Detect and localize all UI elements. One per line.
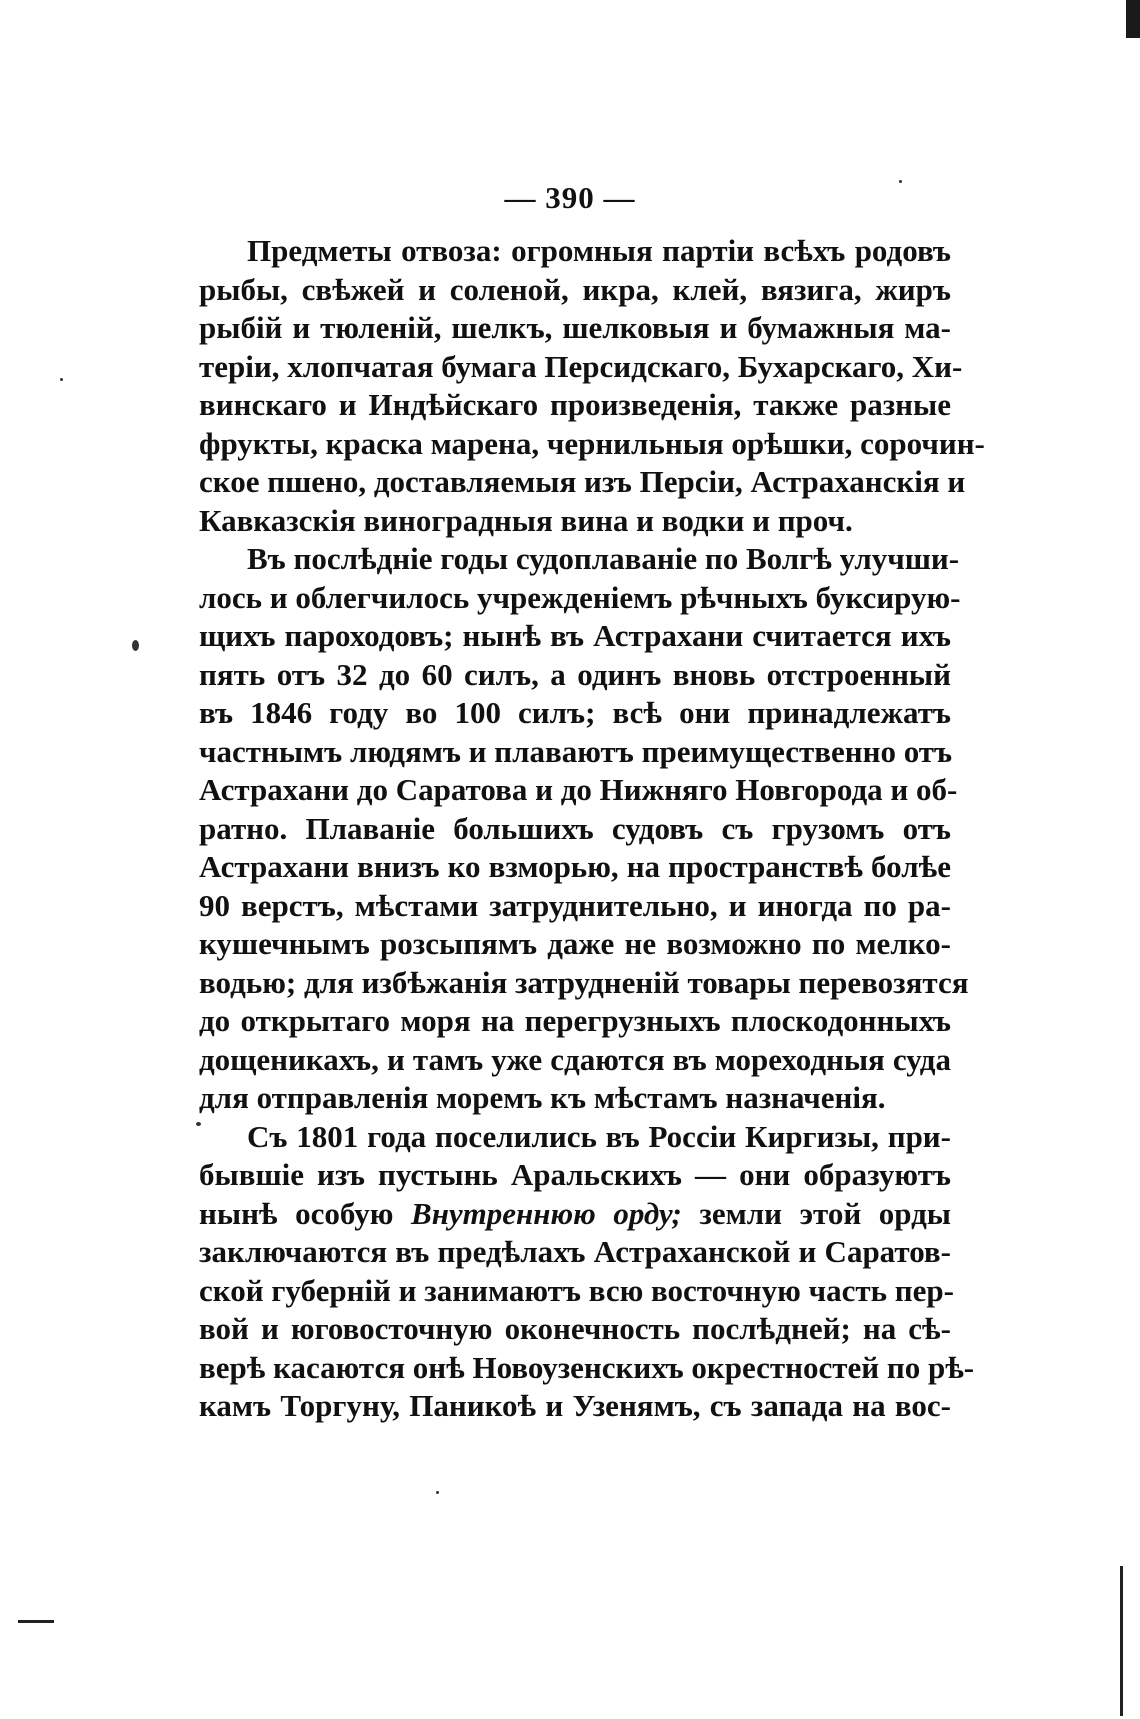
text-line: Предметы отвоза: огромныя партіи всѣхъ родовъ [247,233,951,268]
text-line: винскаго и Индѣйскаго произведенія, также разные [199,387,951,422]
page-number: — 390 — [504,180,636,215]
margin-speck [436,1491,439,1494]
page-edge-mark [1126,0,1140,38]
text-line: теріи, хлопчатая бумага Персидскаго, Бухарскаго, Хи- [199,348,963,384]
text-line: Въ послѣдніе годы судоплаваніе по Волгѣ улучши- [247,541,960,576]
margin-dash-mark [18,1620,54,1623]
text-line: верѣ касаются онѣ Новоузенскихъ окрестностей по рѣ- [199,1349,975,1385]
text-line: Кавказскія виноградныя вина и водки и проч. [199,502,853,538]
text-segment: земли этой орды [699,1195,951,1231]
text-line: Астрахани внизъ ко взморью, на пространствѣ болѣе [199,849,951,884]
text-line: въ 1846 году во 100 силъ; всѣ они принадлежатъ [199,695,951,730]
text-line: заключаются въ предѣлахъ Астраханской и Саратов- [199,1234,951,1269]
text-line: 90 верстъ, мѣстами затруднительно, и иногда по ра- [199,887,951,923]
text-line: вой и юговосточную оконечность послѣдней; на сѣ- [199,1311,951,1346]
text-line: рыбы, свѣжей и соленой, икра, клей, вязига, жиръ [199,271,951,307]
text-line: Съ 1801 года поселились въ Россіи Киргизы, при- [247,1118,951,1154]
text-line: камъ Торгуну, Паникоѣ и Узенямъ, съ запада на вос- [199,1388,951,1423]
text-line: ратно. Плаваніе большихъ судовъ съ грузомъ отъ [199,810,951,846]
text-line: щихъ пароходовъ; нынѣ въ Астрахани считается ихъ [199,618,951,653]
text-line: для отправленія моремъ къ мѣстамъ назначенія. [199,1080,886,1115]
text-line: лось и облегчилось учрежденіемъ рѣчныхъ буксирую- [199,579,961,615]
text-line: Астрахани до Саратова и до Нижняго Новгорода и об- [199,772,958,807]
text-line: до открытаго моря на перегрузныхъ плоскодонныхъ [199,1003,951,1038]
text-line: частнымъ людямъ и плаваютъ преимущественно отъ [199,733,953,769]
page-edge-rule [1120,1566,1123,1716]
text-line: ской губерній и занимаютъ всю восточную часть пер- [199,1272,954,1308]
text-line: водью; для избѣжанія затрудненій товары перевозятся [199,964,969,1000]
text-line: рыбій и тюленій, шелкъ, шелковыя и бумажныя ма- [199,310,951,345]
text-line: ское пшено, доставляемыя изъ Персіи, Астраханскія и [199,464,966,499]
margin-speck [60,378,63,381]
body-text [199,232,985,1426]
text-line: дощеникахъ, и тамъ уже сдаются въ мореходныя суда [199,1041,951,1077]
text-segment: нынѣ особую [199,1195,394,1231]
italic-phrase: Внутреннюю орду; [411,1195,682,1231]
text-line: бывшіе изъ пустынь Аральскихъ — они образуютъ [199,1157,951,1192]
margin-speck [132,640,139,651]
text-line-with-italic [199,1195,951,1234]
text-line: пять отъ 32 до 60 силъ, а одинъ вновь отстроенный [199,656,951,692]
text-line: кушечнымъ розсыпямъ даже не возможно по мелко- [199,926,951,961]
text-line: фрукты, краска марена, чернильныя орѣшки, сорочин- [199,425,985,461]
